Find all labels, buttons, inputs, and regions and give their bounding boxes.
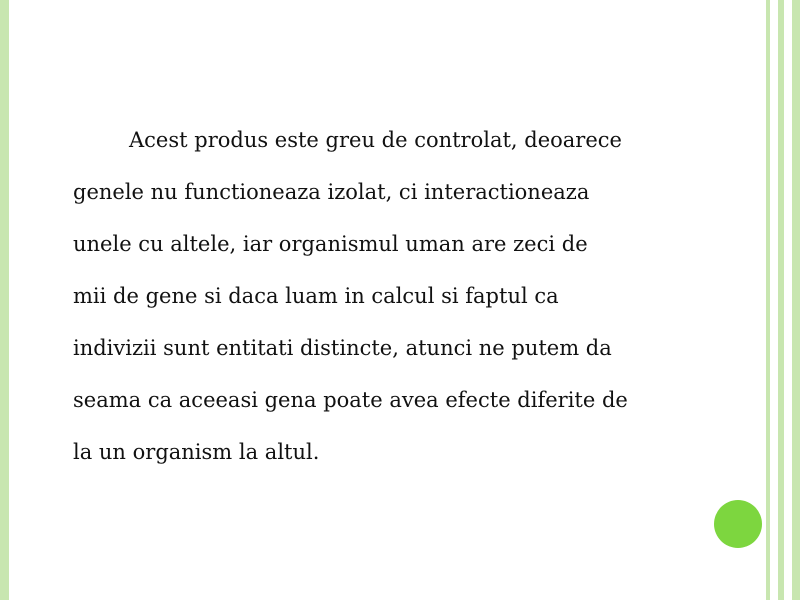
- right-accent-bar-1: [766, 0, 770, 600]
- paragraph-line: la un organism la altul.: [73, 440, 320, 464]
- paragraph-line: seama ca aceeasi gena poate avea efecte diferite de: [73, 388, 628, 412]
- paragraph-line: mii de gene si daca luam in calcul si faptul ca: [73, 284, 559, 308]
- left-accent-bar: [0, 0, 9, 600]
- paragraph-line: Acest produs este greu de controlat, deoarece: [129, 128, 622, 152]
- paragraph-line: unele cu altele, iar organismul uman are zeci de: [73, 232, 588, 256]
- paragraph-line: genele nu functioneaza izolat, ci interactioneaza: [73, 180, 590, 204]
- green-circle-decoration: [714, 500, 762, 548]
- paragraph-line: indivizii sunt entitati distincte, atunci ne putem da: [73, 336, 612, 360]
- right-accent-bar-3: [792, 0, 800, 600]
- right-accent-bar-2: [778, 0, 784, 600]
- slide-paragraph: [73, 114, 723, 478]
